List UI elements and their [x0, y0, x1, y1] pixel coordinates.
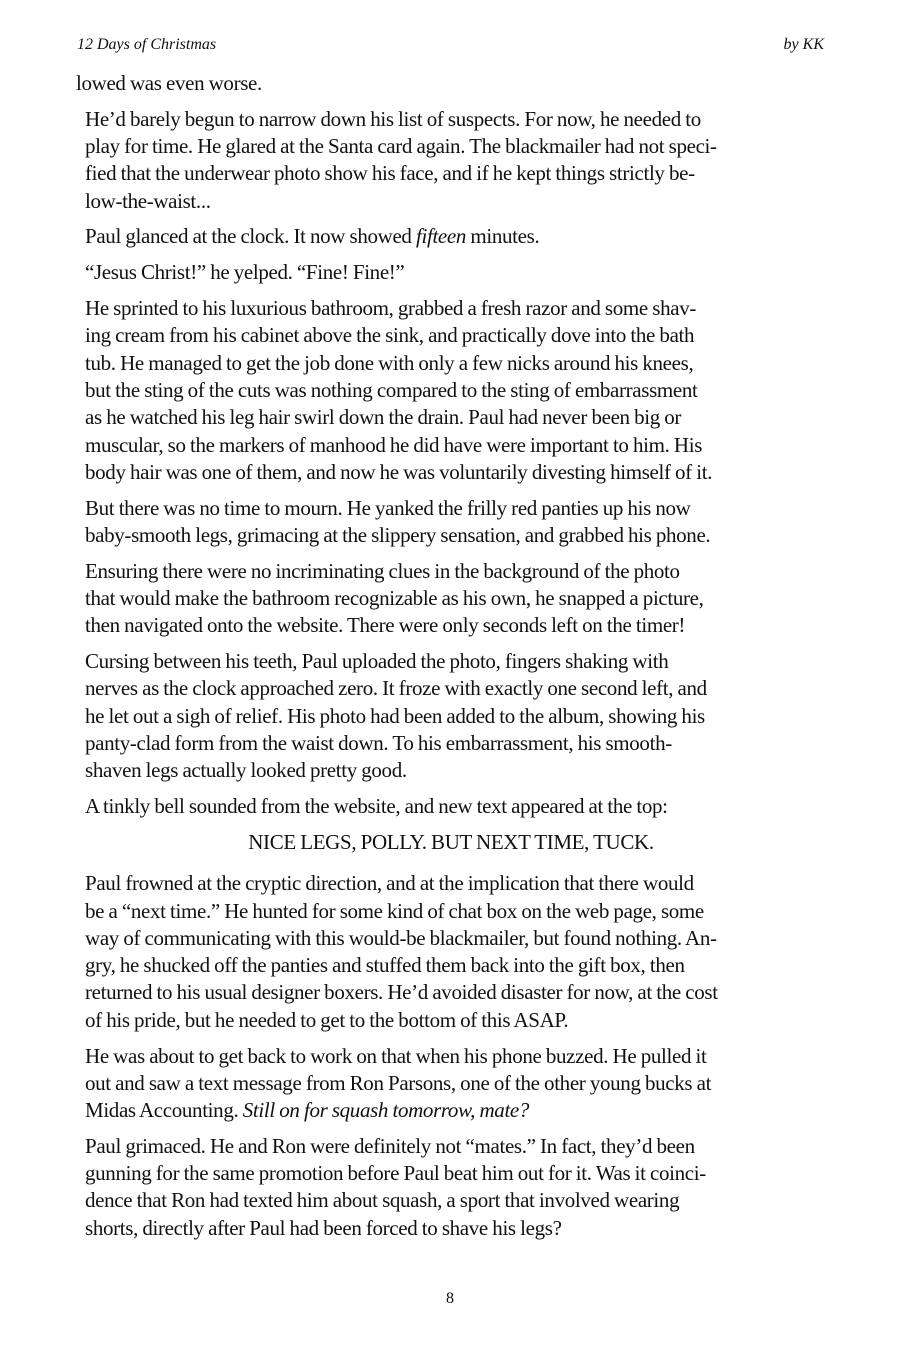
text-line: returned to his usual designer boxers. He’d avoided disaster for now, at the cost: [85, 980, 718, 1005]
text-message: Still on for squash tomorrow, mate?: [242, 1098, 530, 1123]
paragraph: [76, 259, 826, 286]
text-line: Paul frowned at the cryptic direction, and at the implication that there would: [85, 871, 694, 896]
text-line: way of communicating with this would-be blackmailer, but found nothing. An-: [85, 925, 717, 950]
text-line: of his pride, but he needed to get to the bottom of this ASAP.: [85, 1007, 569, 1032]
text-line: Ensuring there were no incriminating clues in the background of the photo: [85, 558, 680, 583]
paragraph: [76, 1043, 826, 1125]
text-line: as he watched his leg hair swirl down the drain. Paul had never been big or: [85, 405, 682, 430]
text-line: shaven legs actually looked pretty good.: [85, 758, 407, 783]
text-line: play for time. He glared at the Santa card again. The blackmailer had not speci-: [85, 134, 717, 159]
text-line: “Jesus Christ!” he yelped. “Fine! Fine!”: [85, 260, 405, 285]
paragraph: [76, 70, 826, 97]
text-line: that would make the bathroom recognizable as his own, he snapped a picture,: [85, 586, 704, 611]
text-line: muscular, so the markers of manhood he did have were important to him. His: [85, 432, 703, 457]
text-line: Paul grimaced. He and Ron were definitely not “mates.” In fact, they’d been: [85, 1133, 695, 1158]
text-line: low-the-waist...: [85, 188, 211, 213]
text-line: He’d barely begun to narrow down his list of suspects. For now, he needed to: [85, 106, 701, 131]
text-line: tub. He managed to get the job done with only a few nicks around his knees,: [85, 350, 694, 375]
text-line: dence that Ron had texted him about squash, a sport that involved wearing: [85, 1188, 680, 1213]
text-span: minutes.: [466, 224, 540, 249]
text-line: panty-clad form from the waist down. To his embarrassment, his smooth-: [85, 731, 672, 756]
text-line: but the sting of the cuts was nothing compared to the sting of embarrassment: [85, 377, 698, 402]
text-span: Midas Accounting.: [85, 1098, 243, 1123]
emphasis-text: fifteen: [415, 224, 467, 249]
text-line: nerves as the clock approached zero. It froze with exactly one second left, and: [85, 676, 707, 701]
paragraph: [76, 1133, 826, 1242]
book-title: 12 Days of Christmas: [77, 36, 217, 53]
website-message: NICE LEGS, POLLY. BUT NEXT TIME, TUCK.: [248, 829, 654, 854]
paragraph: [76, 870, 826, 1034]
text-line: baby-smooth legs, grimacing at the slippery sensation, and grabbed his phone.: [85, 522, 711, 547]
author-credit: by KK: [783, 36, 824, 53]
text-line: body hair was one of them, and now he was voluntarily divesting himself of it.: [85, 459, 713, 484]
text-span: Paul glanced at the clock. It now showed: [85, 224, 416, 249]
paragraph: [76, 106, 826, 215]
text-line: He was about to get back to work on that when his phone buzzed. He pulled it: [85, 1043, 707, 1068]
paragraph: [76, 793, 826, 820]
text-line: ing cream from his cabinet above the sink, and practically dove into the bath: [85, 323, 695, 348]
paragraph: [76, 648, 826, 784]
text-line: fied that the underwear photo show his face, and if he kept things strictly be-: [85, 161, 695, 186]
paragraph: [76, 558, 826, 640]
text-line: then navigated onto the website. There were only seconds left on the timer!: [85, 613, 686, 638]
text-line: out and saw a text message from Ron Parsons, one of the other young bucks at: [85, 1070, 712, 1095]
body-text: [76, 70, 826, 1251]
text-line: gunning for the same promotion before Paul beat him out for it. Was it coinci-: [85, 1161, 706, 1186]
text-line: [76, 1097, 826, 1124]
text-line: He sprinted to his luxurious bathroom, grabbed a fresh razor and some shav-: [85, 296, 696, 321]
text-line: shorts, directly after Paul had been forced to shave his legs?: [85, 1215, 562, 1240]
text-line: he let out a sigh of relief. His photo had been added to the album, showing his: [85, 703, 705, 728]
text-line: be a “next time.” He hunted for some kind of chat box on the web page, some: [85, 898, 704, 923]
paragraph: [76, 295, 826, 486]
paragraph: [76, 223, 826, 250]
text-line: lowed was even worse.: [76, 71, 262, 95]
text-line: But there was no time to mourn. He yanked the frilly red panties up his now: [85, 495, 691, 520]
paragraph: [76, 495, 826, 550]
page-number: 8: [446, 1290, 454, 1307]
text-line: gry, he shucked off the panties and stuffed them back into the gift box, then: [85, 953, 685, 978]
running-header: [77, 34, 824, 56]
text-line: A tinkly bell sounded from the website, and new text appeared at the top:: [85, 794, 668, 819]
text-line: Cursing between his teeth, Paul uploaded the photo, fingers shaking with: [85, 649, 669, 674]
